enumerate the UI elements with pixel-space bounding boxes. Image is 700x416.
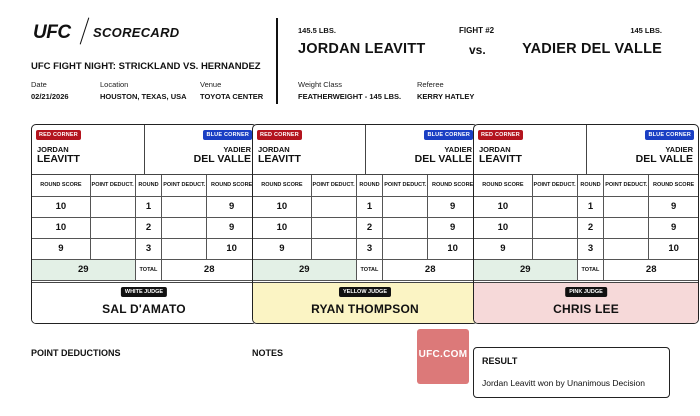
- judge-badge: YELLOW JUDGE: [339, 287, 391, 297]
- red-round-score-header: ROUND SCORE: [474, 175, 532, 196]
- red-corner-badge: RED CORNER: [36, 130, 81, 140]
- blue-round-score: 9: [649, 196, 698, 217]
- result-title: RESULT: [482, 356, 518, 366]
- red-round-score: 10: [32, 196, 90, 217]
- round-row: [253, 217, 477, 238]
- blue-round-score-header: ROUND SCORE: [207, 175, 256, 196]
- red-corner-badge: RED CORNER: [478, 130, 523, 140]
- red-round-score: 9: [32, 238, 90, 259]
- blue-point-deduct: [383, 238, 428, 259]
- corner-header: [474, 125, 698, 175]
- red-first-name: JORDAN: [258, 145, 290, 154]
- referee-label: Referee: [417, 80, 444, 89]
- ufc-logo: UFC: [33, 22, 71, 43]
- blue-last-name: DEL VALLE: [414, 153, 472, 165]
- round-header: ROUND: [135, 175, 162, 196]
- venue-label: Venue: [200, 80, 222, 89]
- blue-point-deduct: [162, 196, 207, 217]
- result-box: [473, 347, 670, 398]
- red-round-score-header: ROUND SCORE: [32, 175, 90, 196]
- blue-point-deduct: [604, 238, 649, 259]
- blue-total-score: 28: [383, 259, 477, 280]
- round-row: [474, 196, 698, 217]
- total-label: TOTAL: [577, 259, 604, 280]
- judge-area: [253, 282, 477, 324]
- red-total-score: 29: [474, 259, 577, 280]
- red-point-deduct-header: POINT DEDUCT.: [311, 175, 356, 196]
- red-point-deduct: [90, 217, 135, 238]
- red-total-score: 29: [253, 259, 356, 280]
- date-value: 02/21/2026: [31, 92, 69, 101]
- judge-name: SAL D'AMATO: [102, 302, 186, 316]
- round-number: 3: [135, 238, 162, 259]
- corner-header: [253, 125, 477, 175]
- red-point-deduct: [532, 217, 577, 238]
- date-label: Date: [31, 80, 47, 89]
- red-total-score: 29: [32, 259, 135, 280]
- round-row: [32, 217, 256, 238]
- blue-first-name: YADIER: [665, 145, 693, 154]
- blue-round-score-header: ROUND SCORE: [428, 175, 477, 196]
- location-value: HOUSTON, TEXAS, USA: [100, 92, 187, 101]
- round-row: [32, 238, 256, 259]
- blue-corner-badge: BLUE CORNER: [203, 130, 252, 140]
- red-round-score-header: ROUND SCORE: [253, 175, 311, 196]
- fight-number: FIGHT #2: [459, 26, 495, 35]
- round-number: 2: [356, 217, 383, 238]
- round-row: [474, 238, 698, 259]
- weight-class-label: Weight Class: [298, 80, 343, 89]
- red-first-name: JORDAN: [37, 145, 69, 154]
- blue-round-score: 9: [428, 196, 477, 217]
- blue-round-score: 10: [428, 238, 477, 259]
- corner-divider: [365, 125, 366, 175]
- total-row: [474, 259, 698, 280]
- event-title: UFC FIGHT NIGHT: STRICKLAND VS. HERNANDEZ: [31, 61, 261, 72]
- total-row: [32, 259, 256, 280]
- round-number: 1: [135, 196, 162, 217]
- judge-scorecard: [252, 124, 478, 324]
- blue-round-score: 9: [428, 217, 477, 238]
- score-grid: [474, 175, 698, 281]
- round-number: 3: [577, 238, 604, 259]
- blue-point-deduct: [383, 217, 428, 238]
- result-text: Jordan Leavitt won by Unanimous Decision: [482, 378, 646, 388]
- blue-point-deduct-header: POINT DEDUCT.: [162, 175, 207, 196]
- round-header: ROUND: [577, 175, 604, 196]
- red-fighter-weight: 145.5 LBS.: [298, 26, 336, 35]
- red-round-score: 10: [253, 217, 311, 238]
- round-number: 3: [356, 238, 383, 259]
- round-row: [474, 217, 698, 238]
- blue-point-deduct: [162, 217, 207, 238]
- score-grid: [32, 175, 256, 281]
- point-deductions-heading: POINT DEDUCTIONS: [31, 348, 121, 358]
- blue-fighter-weight: 145 LBS.: [630, 26, 662, 35]
- score-grid: [253, 175, 477, 281]
- location-label: Location: [100, 80, 129, 89]
- notes-heading: NOTES: [252, 348, 284, 358]
- blue-total-score: 28: [604, 259, 698, 280]
- judge-area: [474, 282, 698, 324]
- red-point-deduct-header: POINT DEDUCT.: [90, 175, 135, 196]
- blue-round-score-header: ROUND SCORE: [649, 175, 698, 196]
- red-round-score: 10: [474, 196, 532, 217]
- header-divider: [276, 18, 278, 104]
- blue-point-deduct: [162, 238, 207, 259]
- round-row: [253, 196, 477, 217]
- scorecard-title: SCORECARD: [93, 25, 180, 40]
- total-label: TOTAL: [135, 259, 162, 280]
- red-corner-badge: RED CORNER: [257, 130, 302, 140]
- blue-total-score: 28: [162, 259, 256, 280]
- judge-name: RYAN THOMPSON: [311, 302, 419, 316]
- blue-last-name: DEL VALLE: [635, 153, 693, 165]
- ufc-com-watermark: UFC.COM: [417, 329, 469, 384]
- red-point-deduct: [90, 238, 135, 259]
- judge-badge: WHITE JUDGE: [121, 287, 167, 297]
- judge-badge: PINK JUDGE: [565, 287, 607, 297]
- blue-round-score: 9: [207, 196, 256, 217]
- weight-class-value: FEATHERWEIGHT - 145 LBS.: [298, 92, 402, 101]
- red-last-name: LEAVITT: [258, 153, 301, 165]
- red-round-score: 9: [474, 238, 532, 259]
- round-row: [253, 238, 477, 259]
- blue-first-name: YADIER: [223, 145, 251, 154]
- blue-point-deduct: [604, 196, 649, 217]
- score-header-row: [32, 175, 256, 196]
- round-number: 2: [135, 217, 162, 238]
- blue-fighter-name: YADIER DEL VALLE: [522, 41, 662, 57]
- round-number: 1: [356, 196, 383, 217]
- red-point-deduct: [311, 196, 356, 217]
- judge-area: [32, 282, 256, 324]
- red-point-deduct-header: POINT DEDUCT.: [532, 175, 577, 196]
- total-row: [253, 259, 477, 280]
- red-first-name: JORDAN: [479, 145, 511, 154]
- round-number: 1: [577, 196, 604, 217]
- blue-point-deduct-header: POINT DEDUCT.: [604, 175, 649, 196]
- blue-round-score: 10: [649, 238, 698, 259]
- blue-point-deduct-header: POINT DEDUCT.: [383, 175, 428, 196]
- total-label: TOTAL: [356, 259, 383, 280]
- red-point-deduct: [311, 238, 356, 259]
- blue-point-deduct: [604, 217, 649, 238]
- blue-last-name: DEL VALLE: [193, 153, 251, 165]
- red-round-score: 9: [253, 238, 311, 259]
- round-number: 2: [577, 217, 604, 238]
- blue-round-score: 10: [207, 238, 256, 259]
- corner-header: [32, 125, 256, 175]
- red-round-score: 10: [253, 196, 311, 217]
- blue-first-name: YADIER: [444, 145, 472, 154]
- round-row: [32, 196, 256, 217]
- logo-divider: [80, 18, 90, 45]
- red-point-deduct: [311, 217, 356, 238]
- red-point-deduct: [532, 196, 577, 217]
- blue-point-deduct: [383, 196, 428, 217]
- blue-round-score: 9: [649, 217, 698, 238]
- red-round-score: 10: [32, 217, 90, 238]
- judge-name: CHRIS LEE: [553, 302, 619, 316]
- corner-divider: [144, 125, 145, 175]
- blue-corner-badge: BLUE CORNER: [424, 130, 473, 140]
- versus-label: vs.: [469, 43, 486, 57]
- blue-corner-badge: BLUE CORNER: [645, 130, 694, 140]
- red-round-score: 10: [474, 217, 532, 238]
- judge-scorecard: [31, 124, 257, 324]
- corner-divider: [586, 125, 587, 175]
- score-header-row: [474, 175, 698, 196]
- referee-value: KERRY HATLEY: [417, 92, 475, 101]
- red-last-name: LEAVITT: [479, 153, 522, 165]
- red-point-deduct: [90, 196, 135, 217]
- judge-scorecard: [473, 124, 699, 324]
- red-last-name: LEAVITT: [37, 153, 80, 165]
- red-point-deduct: [532, 238, 577, 259]
- score-header-row: [253, 175, 477, 196]
- blue-round-score: 9: [207, 217, 256, 238]
- red-fighter-name: JORDAN LEAVITT: [298, 41, 426, 57]
- venue-value: TOYOTA CENTER: [200, 92, 264, 101]
- round-header: ROUND: [356, 175, 383, 196]
